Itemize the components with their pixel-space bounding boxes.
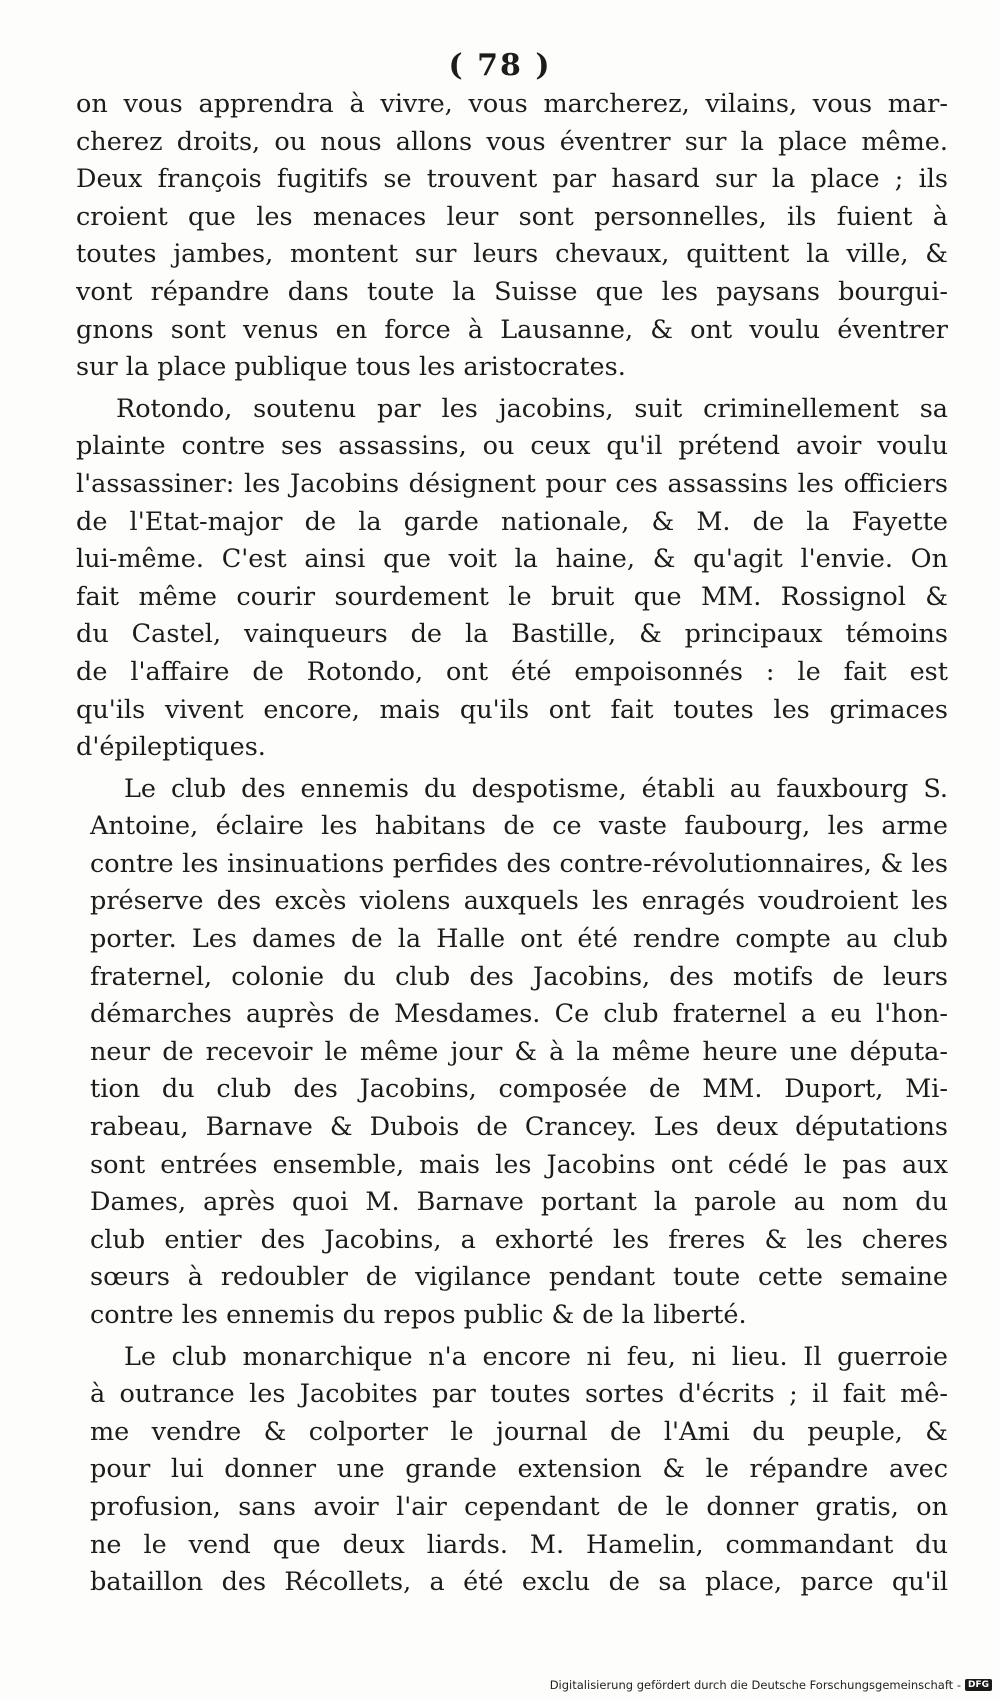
text-line: d'épileptiques. xyxy=(76,732,266,763)
text-line: Deux françois fugitifs se trouvent par hasard sur la place ; ils xyxy=(76,164,948,195)
text-line: contre les insinuations perfides des contre-révolutionnaires, & les xyxy=(90,848,948,879)
text-line: tion du club des Jacobins, composée de MM. Duport, Mi- xyxy=(90,1074,948,1105)
text-line: bataillon des Récollets, a été exclu de sa place, parce qu'il xyxy=(90,1567,948,1598)
text-line: sœurs à redoubler de vigilance pendant toute cette semaine xyxy=(90,1262,948,1293)
text-line: de l'Etat-major de la garde nationale, & M. de la Fayette xyxy=(76,506,948,537)
text-line: cherez droits, ou nous allons vous éventrer sur la place même. xyxy=(76,126,948,157)
text-line: gnons sont venus en force à Lausanne, & ont voulu éventrer xyxy=(76,314,948,345)
text-line: toutes jambes, montent sur leurs chevaux, quittent la ville, & xyxy=(76,239,948,270)
text-line: de l'affaire de Rotondo, ont été empoisonnés : le fait est xyxy=(76,656,948,687)
text-line: sont entrées ensemble, mais les Jacobins ont cédé le pas aux xyxy=(90,1149,948,1180)
text-line: Le club des ennemis du despotisme, établi au fauxbourg S. xyxy=(124,773,948,804)
paragraph-2 xyxy=(76,391,948,767)
text-line: rabeau, Barnave & Dubois de Crancey. Les deux députations xyxy=(90,1112,948,1143)
text-line: fait même courir sourdement le bruit que MM. Rossignol & xyxy=(76,581,948,612)
text-line: sur la place publique tous les aristocrates. xyxy=(76,352,626,383)
text-line: pour lui donner une grande extension & le répandre avec xyxy=(90,1454,948,1485)
text-line: croient que les menaces leur sont personnelles, ils fuient à xyxy=(76,201,948,232)
text-line: du Castel, vainqueurs de la Bastille, & principaux témoins xyxy=(76,619,948,650)
text-line: Antoine, éclaire les habitans de ce vaste faubourg, les arme xyxy=(90,811,948,842)
text-line: plainte contre ses assassins, ou ceux qu'il prétend avoir voulu xyxy=(76,431,948,462)
text-line: Rotondo, soutenu par les jacobins, suit criminellement sa xyxy=(116,393,948,424)
text-line: l'assassiner: les Jacobins désignent pour ces assassins les officiers xyxy=(76,468,948,499)
paragraph-1 xyxy=(76,86,948,387)
text-line: contre les ennemis du repos public & de la liberté. xyxy=(90,1300,747,1330)
text-line: me vendre & colporter le journal de l'Ami du peuple, & xyxy=(90,1416,948,1447)
text-line: porter. Les dames de la Halle ont été rendre compte au club xyxy=(90,924,948,955)
body-text xyxy=(76,86,948,1602)
text-line: qu'ils vivent encore, mais qu'ils ont fait toutes les grimaces xyxy=(76,694,948,725)
page-number: ( 78 ) xyxy=(448,48,552,83)
digitization-footer xyxy=(550,1678,992,1692)
text-line: club entier des Jacobins, a exhorté les freres & les cheres xyxy=(90,1224,948,1255)
text-line: ne le vend que deux liards. M. Hamelin, commandant du xyxy=(90,1529,948,1560)
dfg-logo: DFG xyxy=(965,1679,992,1691)
footer-text: Digitalisierung gefördert durch die Deutsche Forschungsgemeinschaft - xyxy=(549,1678,961,1692)
text-line: Le club monarchique n'a encore ni feu, ni lieu. Il guerroie xyxy=(124,1341,948,1372)
paragraph-3 xyxy=(76,771,948,1335)
text-line: on vous apprendra à vivre, vous marcherez, vilains, vous mar- xyxy=(76,89,948,119)
text-line: neur de recevoir le même jour & à la même heure une députa- xyxy=(90,1036,948,1067)
text-line: lui-même. C'est ainsi que voit la haine, & qu'agit l'envie. On xyxy=(76,544,948,575)
text-line: démarches auprès de Mesdames. Ce club fraternel a eu l'hon- xyxy=(90,999,948,1030)
text-line: à outrance les Jacobites par toutes sortes d'écrits ; il fait mê- xyxy=(90,1379,948,1410)
text-line: Dames, après quoi M. Barnave portant la parole au nom du xyxy=(90,1187,948,1218)
text-line: vont répandre dans toute la Suisse que les paysans bourgui- xyxy=(76,276,948,307)
text-line: fraternel, colonie du club des Jacobins, des motifs de leurs xyxy=(90,961,948,992)
text-line: préserve des excès violens auxquels les enragés voudroient les xyxy=(90,886,948,917)
paragraph-4 xyxy=(76,1339,948,1602)
text-line: profusion, sans avoir l'air cependant de le donner gratis, on xyxy=(90,1491,948,1522)
